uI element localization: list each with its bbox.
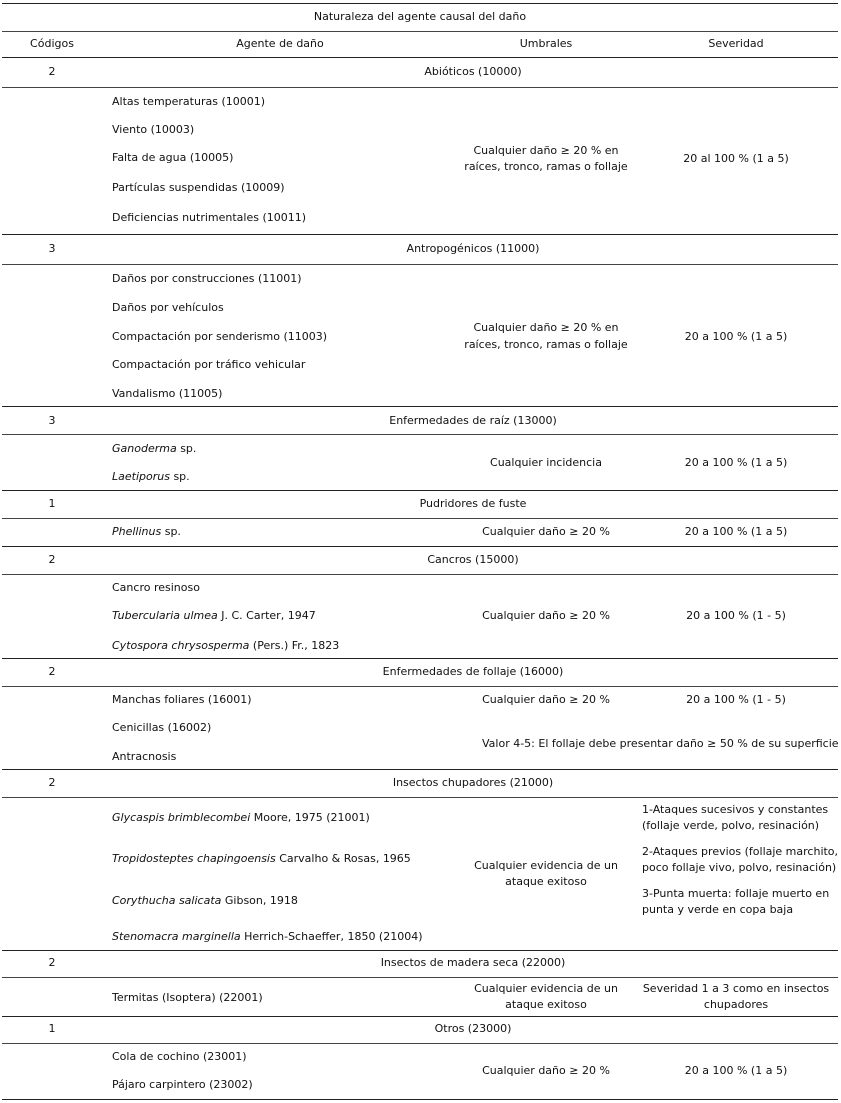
severity-item: 1-Ataques sucesivos y constantes [642,803,829,816]
rule-group-4 [2,518,838,519]
group-name: Cancros (15000) [427,553,519,566]
severity-value: 20 a 100 % (1 a 5) [684,1064,788,1077]
rule-section-6 [2,658,838,659]
agent-item: Altas temperaturas (10001) [112,95,266,108]
group-code: 2 [48,776,56,789]
agent-item: Daños por vehículos [112,301,224,314]
group-code: 2 [48,956,56,969]
threshold-value: Cualquier daño ≥ 20 % [482,1064,610,1077]
rule-header [2,57,838,58]
rule-group-8 [2,977,838,978]
agent-item [112,894,298,908]
rule-section-9 [2,1016,838,1017]
agent-item [112,581,200,595]
group-name: Enfermedades de follaje (16000) [382,665,564,678]
group-code: 1 [48,1022,56,1035]
agent-species-name: Cytospora chrysosperma [112,639,250,652]
rule-group-6 [2,686,838,687]
threshold-line: ataque exitoso [505,875,587,888]
severity-value: 20 a 100 % (1 a 5) [684,525,788,538]
group-code: 2 [48,665,56,678]
agent-species-rest: Moore, 1975 (21001) [250,811,370,824]
group-code: 2 [48,553,56,566]
threshold-line: Cualquier daño ≥ 20 % en [473,144,619,157]
agent-item [112,525,181,539]
agent-item: Antracnosis [112,750,177,763]
agent-item: Deficiencias nutrimentales (10011) [112,211,307,224]
severity-line: chupadores [703,998,769,1011]
rule-section-5 [2,546,838,547]
header-agente: Agente de daño [236,37,324,50]
rule-group-7 [2,797,838,798]
severity-value: 20 a 100 % (1 a 5) [684,330,788,343]
header-umbrales: Umbrales [519,37,573,50]
severity-value: 20 a 100 % (1 a 5) [684,456,788,469]
agent-item: Termitas (Isoptera) (22001) [112,991,263,1004]
rule-group-1 [2,87,838,88]
threshold-line: ataque exitoso [505,998,587,1011]
agent-species-name: Tubercularia ulmea [112,609,218,622]
severity-item: punta y verde en copa baja [642,903,794,916]
severity-value: 20 a 100 % (1 - 5) [686,609,786,622]
agent-species-name: Stenomacra marginella [112,930,241,943]
agent-item: Cenicillas (16002) [112,721,212,734]
rule-bottom [2,1099,838,1100]
threshold-line: Cualquier evidencia de un [474,982,618,995]
severity-item: (follaje verde, polvo, resinación) [642,819,820,832]
severity-value: 20 al 100 % (1 a 5) [683,152,789,165]
agent-species-rest: J. C. Carter, 1947 [217,609,316,622]
header-severidad: Severidad [708,37,764,50]
severity-value: 20 a 100 % (1 - 5) [686,693,786,706]
agent-species-rest: sp. [169,470,190,483]
agent-item: Manchas foliares (16001) [112,693,252,706]
rule-section-3 [2,406,838,407]
rule-top [2,3,838,4]
agent-species-rest: sp. [161,525,181,538]
rule-group-9 [2,1043,838,1044]
threshold-value: Cualquier incidencia [490,456,602,469]
agent-item: Compactación por tráfico vehicular [112,358,306,371]
threshold-value: Cualquier daño ≥ 20 % [482,609,610,622]
agent-item: Daños por construcciones (11001) [112,272,302,285]
agent-item [112,852,411,866]
agent-species-rest: Herrich-Schaeffer, 1850 (21004) [240,930,423,943]
threshold-value: Cualquier daño ≥ 20 % [482,525,610,538]
threshold-line: raíces, tronco, ramas o follaje [464,338,628,351]
agent-item: Viento (10003) [112,123,195,136]
rule-group-5 [2,574,838,575]
group-name: Insectos chupadores (21000) [392,776,554,789]
group-name: Otros (23000) [434,1022,512,1035]
agent-item: Cola de cochino (23001) [112,1050,247,1063]
group-code: 2 [48,65,56,78]
agent-species-name: Tropidosteptes chapingoensis [112,852,276,865]
group-name: Pudridores de fuste [419,497,527,510]
group-name: Insectos de madera seca (22000) [380,956,566,969]
group-name: Enfermedades de raíz (13000) [389,414,557,427]
group-code: 3 [48,242,56,255]
agent-item: Falta de agua (10005) [112,151,234,164]
agent-species-name: Corythucha salicata [112,894,222,907]
rule-section-7 [2,769,838,770]
agent-item: Pájaro carpintero (23002) [112,1078,253,1091]
severity-item: poco follaje vivo, polvo, resinación) [642,861,837,874]
severity-line: Severidad 1 a 3 como en insectos [642,982,830,995]
header-codigos: Códigos [30,37,74,50]
threshold-line: Cualquier daño ≥ 20 % en [473,321,619,334]
agent-species-name: Glycaspis brimblecombei [112,811,251,824]
severity-item: 2-Ataques previos (follaje marchito, [642,845,839,858]
agent-item: Partículas suspendidas (10009) [112,181,285,194]
agent-item: Vandalismo (11005) [112,387,223,400]
group-name: Antropogénicos (11000) [406,242,540,255]
severity-item: 3-Punta muerta: follaje muerto en [642,887,830,900]
agent-species-rest: Carvalho & Rosas, 1965 [275,852,411,865]
agent-species-name: Ganoderma [112,442,177,455]
agent-species-rest: (Pers.) Fr., 1823 [249,639,340,652]
agent-item: Compactación por senderismo (11003) [112,330,328,343]
agent-species-rest: sp. [176,442,197,455]
agent-item [112,470,190,484]
threshold-line: Cualquier evidencia de un [474,859,618,872]
agent-item [112,609,316,623]
rule-section-8 [2,950,838,951]
rule-title [2,31,838,32]
agent-item [112,639,339,653]
rule-group-3 [2,434,838,435]
agent-species-name: Laetiporus [112,470,170,483]
group-name: Abióticos (10000) [424,65,522,78]
agent-item [112,930,423,944]
agent-species-rest: Cancro resinoso [112,581,200,594]
threshold-value: Cualquier daño ≥ 20 % [482,693,610,706]
rule-group-2 [2,264,838,265]
threshold-line: raíces, tronco, ramas o follaje [464,160,628,173]
agent-item [112,442,196,456]
table-title: Naturaleza del agente causal del daño [313,10,527,23]
rule-section-4 [2,490,838,491]
group-code: 3 [48,414,56,427]
group-code: 1 [48,497,56,510]
severity-note: Valor 4-5: El follaje debe presentar daño ≥ 50 % de su superficie [482,737,839,750]
agent-species-name: Phellinus [112,525,162,538]
rule-section-2 [2,234,838,235]
agent-species-rest: Gibson, 1918 [221,894,298,907]
agent-item [112,811,370,825]
